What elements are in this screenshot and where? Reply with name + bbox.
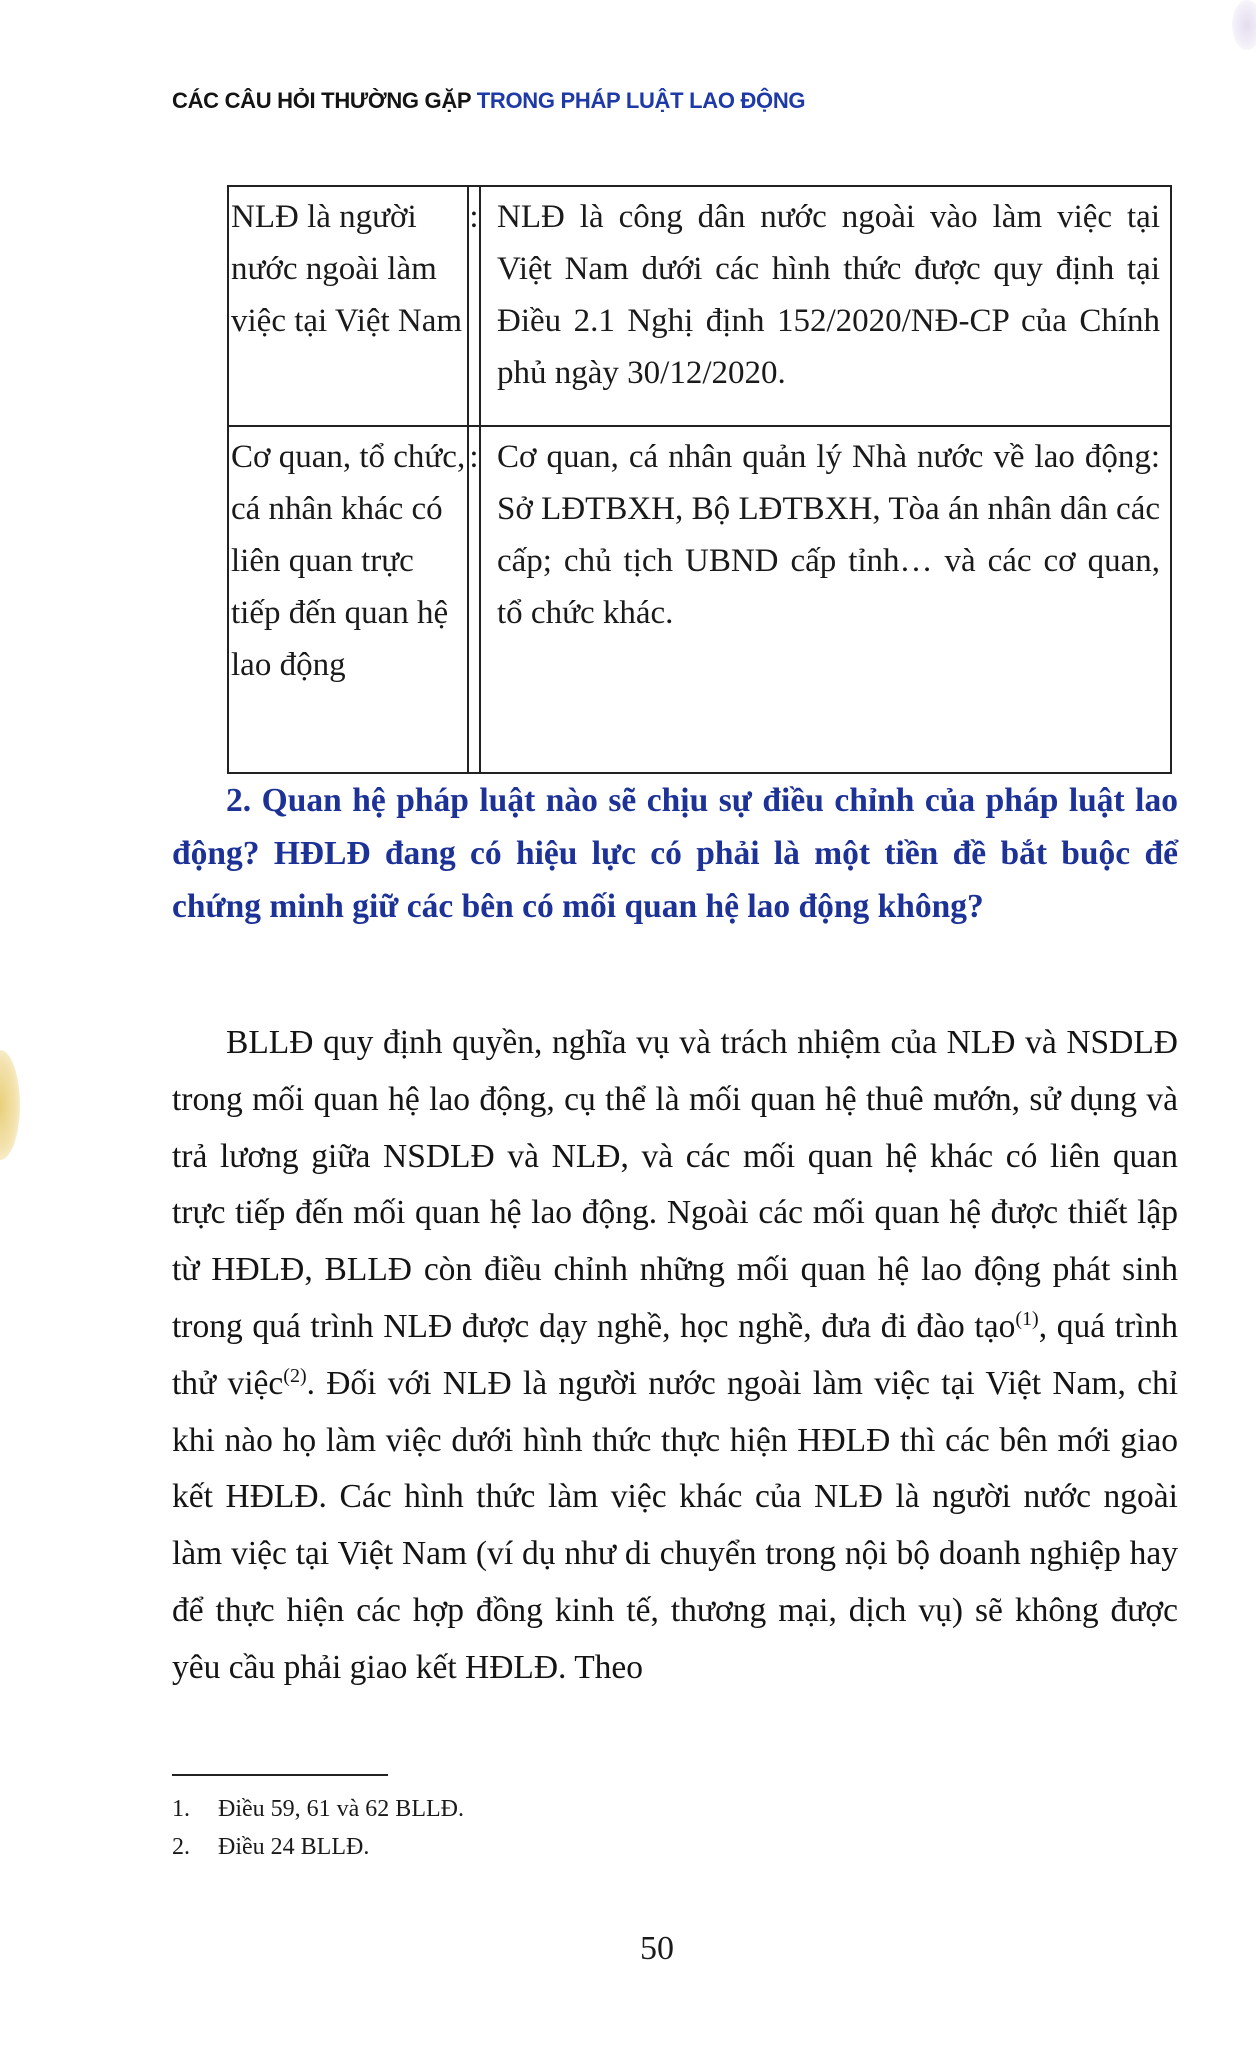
body-text-part2: , quá trình thử việc — [172, 1307, 1179, 1402]
body-text-part3: . Đối với NLĐ là người nước ngoài làm việc tại Việt Nam, chỉ khi nào họ làm việc dưới hình thức thực hiện HĐLĐ thì các bên mới giao kết HĐLĐ. Các hình thức làm việc khác của NLĐ là người nước ngoài làm việc tại Việt Nam (ví dụ như di chuyển trong nội bộ doanh nghiệp hay để thực hiện các hợp đồng kinh tế, thương mại, dịch vụ) sẽ không được yêu cầu phải giao kết HĐLĐ. Theo — [172, 1364, 1178, 1686]
definitions-table — [227, 185, 1172, 774]
page-stain-decoration — [0, 1050, 20, 1160]
footnote — [172, 1790, 464, 1828]
footnote — [172, 1828, 464, 1866]
footnote-text: Điều 59, 61 và 62 BLLĐ. — [218, 1796, 464, 1822]
page-edge-decoration — [1232, 0, 1256, 50]
table-row — [228, 186, 1171, 426]
running-header-part1: CÁC CÂU HỎI THƯỜNG GẶP — [172, 88, 471, 113]
separator-cell: : — [468, 426, 480, 773]
description-cell: Cơ quan, cá nhân quản lý Nhà nước về lao động: Sở LĐTBXH, Bộ LĐTBXH, Tòa án nhân dân các cấp; chủ tịch UBND cấp tỉnh… và các cơ quan, tổ chức khác. — [480, 426, 1171, 773]
running-header-part2: TRONG PHÁP LUẬT LAO ĐỘNG — [476, 88, 806, 113]
body-paragraph — [172, 1015, 1178, 1697]
description-cell: NLĐ là công dân nước ngoài vào làm việc tại Việt Nam dưới các hình thức được quy định tại Điều 2.1 Nghị định 152/2020/NĐ-CP của Chính phủ ngày 30/12/2020. — [480, 186, 1171, 426]
running-header — [172, 88, 805, 114]
page-number: 50 — [640, 1930, 674, 1967]
term-cell: Cơ quan, tổ chức, cá nhân khác có liên quan trực tiếp đến quan hệ lao động — [228, 426, 468, 773]
footnote-text: Điều 24 BLLĐ. — [218, 1834, 370, 1860]
term-cell: NLĐ là người nước ngoài làm việc tại Việt Nam — [228, 186, 468, 426]
body-text-part1: BLLĐ quy định quyền, nghĩa vụ và trách nhiệm của NLĐ và NSDLĐ trong mối quan hệ lao động, cụ thể là mối quan hệ thuê mướn, sử dụng và trả lương giữa NSDLĐ và NLĐ, và các mối quan hệ khác có liên quan trực tiếp đến mối quan hệ lao động. Ngoài các mối quan hệ được thiết lập từ HĐLĐ, BLLĐ còn điều chỉnh những mối quan hệ lao động phát sinh trong quá trình NLĐ được dạy nghề, học nghề, đưa đi đào tạo — [172, 1024, 1178, 1345]
footnote-ref-1: (1) — [1015, 1307, 1039, 1330]
separator-cell: : — [468, 186, 480, 426]
footnote-separator — [172, 1774, 388, 1776]
footnote-number: 1. — [172, 1796, 190, 1822]
question-heading: 2. Quan hệ pháp luật nào sẽ chịu sự điều chỉnh của pháp luật lao động? HĐLĐ đang có hiệu lực có phải là một tiền đề bắt buộc để chứng minh giữ các bên có mối quan hệ lao động không? — [172, 782, 1178, 925]
footnote-number: 2. — [172, 1834, 190, 1860]
footnotes — [172, 1790, 464, 1866]
table-row — [228, 426, 1171, 773]
footnote-ref-2: (2) — [283, 1364, 307, 1387]
